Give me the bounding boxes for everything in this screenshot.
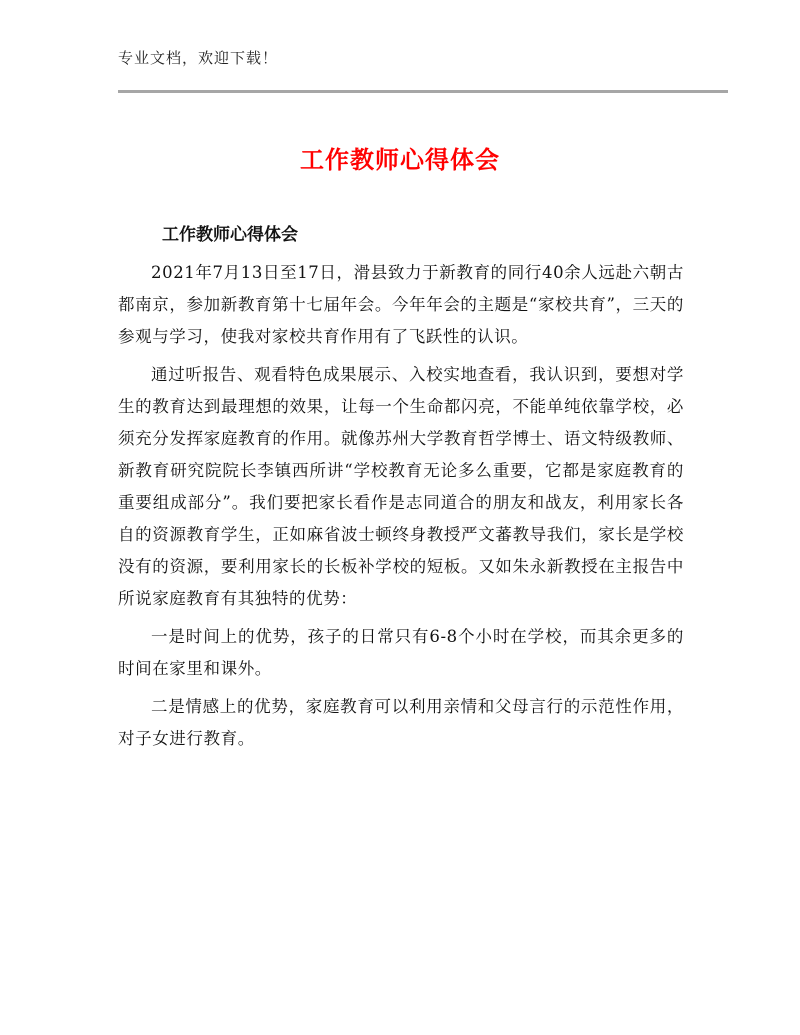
document-body	[118, 257, 684, 761]
body-paragraph: 2021年7月13日至17日，滑县致力于新教育的同行40余人远赴六朝古都南京，参加新教育第十七届年会。今年年会的主题是“家校共育”，三天的参观与学习，使我对家校共育作用有了飞跃性的认识。	[118, 263, 684, 346]
body-paragraph: 通过听报告、观看特色成果展示、入校实地查看，我认识到，要想对学生的教育达到最理想的效果，让每一个生命都闪亮，不能单纯依靠学校，必须充分发挥家庭教育的作用。就像苏州大学教育哲学博士、语文特级教师、新教育研究院院长李镇西所讲“学校教育无论多么重要，它都是家庭教育的重要组成部分”。我们要把家长看作是志同道合的朋友和战友，利用家长各自的资源教育学生，正如麻省波士顿终身教授严文蕃教导我们，家长是学校没有的资源，要利用家长的长板补学校的短板。又如朱永新教授在主报告中所说家庭教育有其独特的优势：	[118, 365, 684, 608]
page-header-note: 专业文档，欢迎下载！	[118, 49, 279, 67]
body-paragraph: 二是情感上的优势，家庭教育可以利用亲情和父母言行的示范性作用，对子女进行教育。	[118, 697, 684, 748]
document-title: 工作教师心得体会	[300, 146, 500, 174]
body-paragraph: 一是时间上的优势，孩子的日常只有6-8个小时在学校，而其余更多的时间在家里和课外。	[118, 627, 684, 678]
document-subtitle: 工作教师心得体会	[162, 225, 298, 245]
header-divider	[118, 90, 728, 93]
